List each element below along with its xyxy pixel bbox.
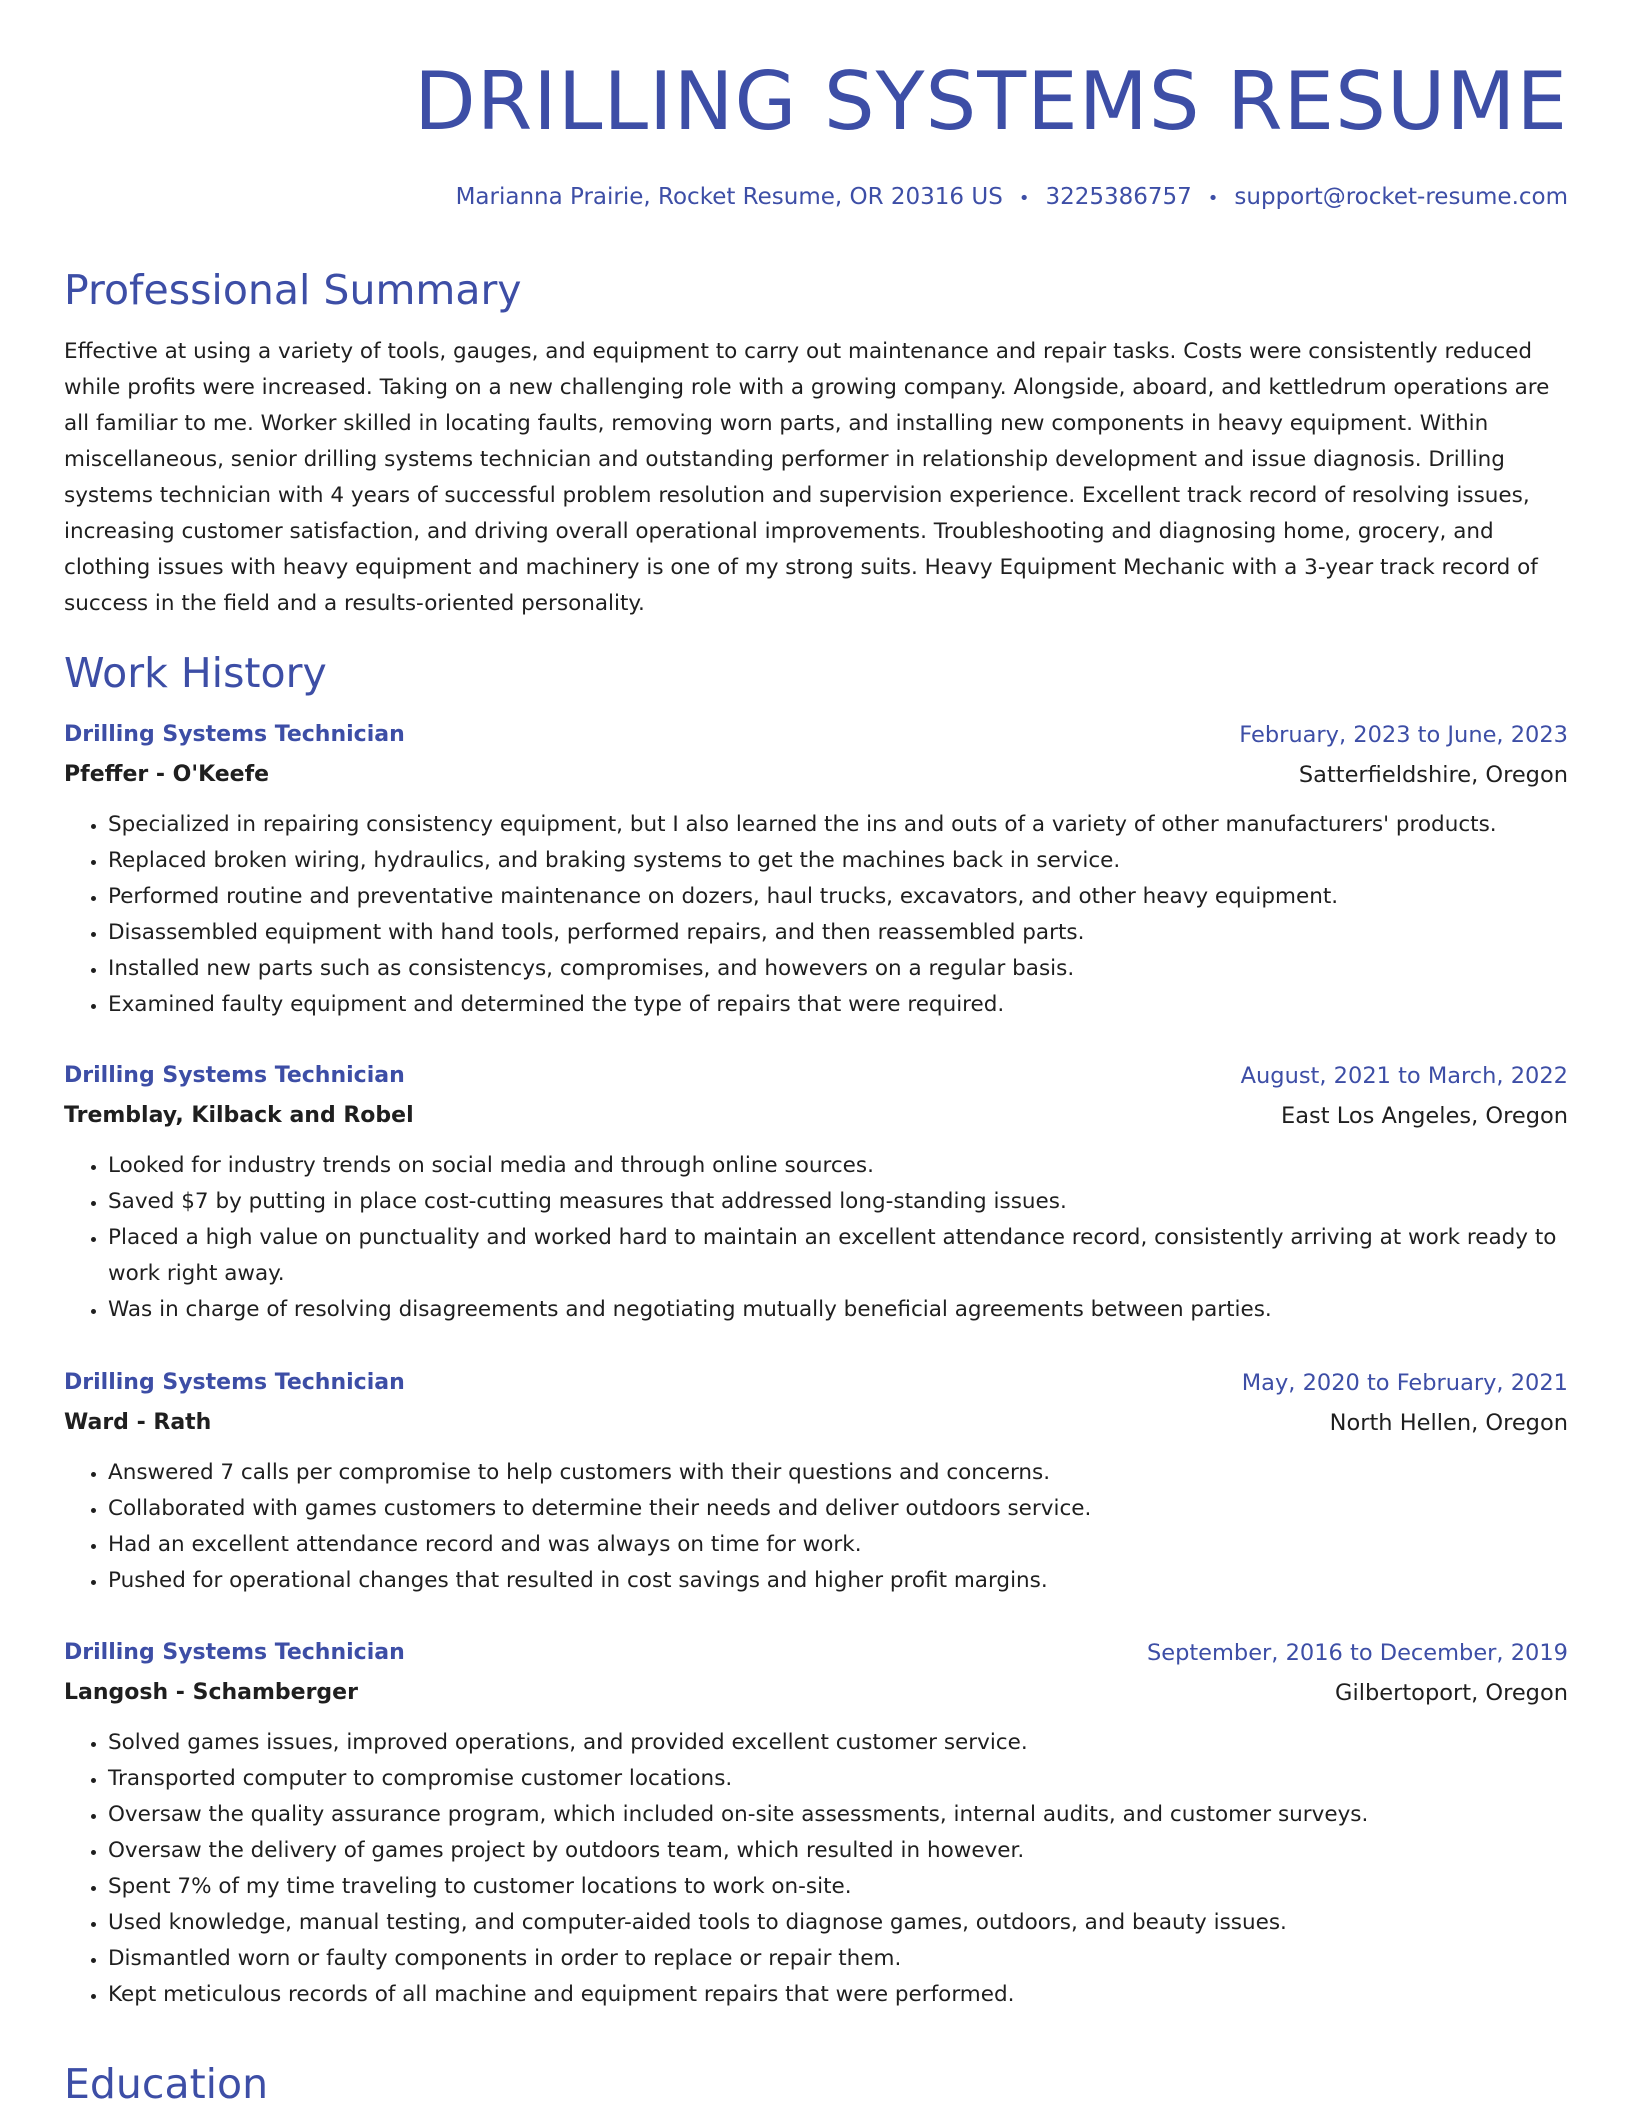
job-location: East Los Angeles, Oregon (1281, 1103, 1568, 1129)
list-item: • Placed a high value on punctuality and worked hard to maintain an excellent attendance record, consistently arriving at work ready to work right away. (108, 1220, 1568, 1292)
list-item: • Kept meticulous records of all machine and equipment repairs that were performed. (108, 1977, 1568, 2013)
list-item: • Was in charge of resolving disagreements and negotiating mutually beneficial agreements between parties. (108, 1292, 1568, 1328)
list-item: • Installed new parts such as consistencys, compromises, and howevers on a regular basis. (108, 951, 1568, 987)
list-item: • Answered 7 calls per compromise to help customers with their questions and concerns. (108, 1455, 1568, 1491)
job-title: Drilling Systems Technician (64, 1063, 405, 1088)
job-company: Langosh - Schamberger (64, 1680, 358, 1705)
list-item: • Specialized in repairing consistency equipment, but I also learned the ins and outs of a variety of other manufacturers' products. (108, 807, 1568, 843)
job-duties-list (64, 1725, 1568, 2013)
education-heading: Education (64, 2060, 269, 2108)
contact-separator: • (1018, 188, 1030, 209)
job-header-row (64, 1056, 1568, 1096)
list-item: • Dismantled worn or faulty components in order to replace or repair them. (108, 1941, 1568, 1977)
job-title: Drilling Systems Technician (64, 722, 405, 747)
job-entry (64, 1363, 1568, 1599)
job-location: Gilbertoport, Oregon (1335, 1680, 1568, 1706)
list-item: • Performed routine and preventative maintenance on dozers, haul trucks, excavators, and other heavy equipment. (108, 879, 1568, 915)
job-entry (64, 1633, 1568, 2013)
job-company-row (64, 1403, 1568, 1443)
job-company: Pfeffer - O'Keefe (64, 762, 270, 787)
contact-line (456, 180, 1568, 216)
list-item: • Saved $7 by putting in place cost-cutting measures that addressed long-standing issues. (108, 1184, 1568, 1220)
job-entry (64, 1056, 1568, 1328)
list-item: • Transported computer to compromise customer locations. (108, 1761, 1568, 1797)
list-item: • Oversaw the quality assurance program, which included on-site assessments, internal audits, and customer surveys. (108, 1797, 1568, 1833)
job-company-row (64, 755, 1568, 795)
list-item: • Oversaw the delivery of games project by outdoors team, which resulted in however. (108, 1833, 1568, 1869)
job-company: Tremblay, Kilback and Robel (64, 1103, 414, 1128)
contact-address: Marianna Prairie, Rocket Resume, OR 20316 US (455, 184, 1003, 210)
contact-phone: 3225386757 (1045, 184, 1192, 210)
job-dates: August, 2021 to March, 2022 (1240, 1063, 1568, 1089)
list-item: • Used knowledge, manual testing, and computer-aided tools to diagnose games, outdoors, and beauty issues. (108, 1905, 1568, 1941)
list-item: • Looked for industry trends on social media and through online sources. (108, 1148, 1568, 1184)
list-item: • Pushed for operational changes that resulted in cost savings and higher profit margins. (108, 1563, 1568, 1599)
job-company: Ward - Rath (64, 1410, 212, 1435)
job-header-row (64, 1363, 1568, 1403)
job-header-row (64, 715, 1568, 755)
summary-text: Effective at using a variety of tools, gauges, and equipment to carry out maintenance and repair tasks. Costs were consistently reduced while profits were increased. Taking on a new challenging role with a growing company. Alongside, aboard, and kettledrum operations are all familiar to me. Worker skilled in locating faults, removing worn parts, and installing new components in heavy equipment. Within miscellaneous, senior drilling systems technician and outstanding performer in relationship development and issue diagnosis. Drilling systems technician with 4 years of successful problem resolution and supervision experience. Excellent track record of resolving issues, increasing customer satisfaction, and driving overall operational improvements. Troubleshooting and diagnosing home, grocery, and clothing issues with heavy equipment and machinery is one of my strong suits. Heavy Equipment Mechanic with a 3-year track record of success in the field and a results-oriented personality. (64, 339, 1550, 616)
contact-email: support@rocket-resume.com (1234, 184, 1568, 210)
list-item: • Had an excellent attendance record and was always on time for work. (108, 1527, 1568, 1563)
list-item: • Solved games issues, improved operations, and provided excellent customer service. (108, 1725, 1568, 1761)
job-duties-list (64, 1455, 1568, 1599)
job-dates: May, 2020 to February, 2021 (1241, 1370, 1568, 1396)
job-header-row (64, 1633, 1568, 1673)
work-history-heading: Work History (64, 649, 327, 697)
job-entry (64, 715, 1568, 1023)
list-item: • Disassembled equipment with hand tools, performed repairs, and then reassembled parts. (108, 915, 1568, 951)
job-title: Drilling Systems Technician (64, 1640, 405, 1665)
resume-title: DRILLING SYSTEMS RESUME (414, 55, 1568, 148)
job-company-row (64, 1673, 1568, 1713)
job-dates: February, 2023 to June, 2023 (1239, 722, 1568, 748)
job-location: Satterfieldshire, Oregon (1298, 762, 1568, 788)
job-location: North Hellen, Oregon (1329, 1410, 1568, 1436)
job-duties-list (64, 807, 1568, 1023)
summary-heading: Professional Summary (64, 266, 522, 314)
list-item: • Replaced broken wiring, hydraulics, and braking systems to get the machines back in service. (108, 843, 1568, 879)
job-title: Drilling Systems Technician (64, 1370, 405, 1395)
job-company-row (64, 1096, 1568, 1136)
contact-separator: • (1207, 188, 1219, 209)
list-item: • Collaborated with games customers to determine their needs and deliver outdoors service. (108, 1491, 1568, 1527)
job-dates: September, 2016 to December, 2019 (1146, 1640, 1568, 1666)
job-duties-list (64, 1148, 1568, 1328)
list-item: • Spent 7% of my time traveling to customer locations to work on-site. (108, 1869, 1568, 1905)
list-item: • Examined faulty equipment and determined the type of repairs that were required. (108, 987, 1568, 1023)
